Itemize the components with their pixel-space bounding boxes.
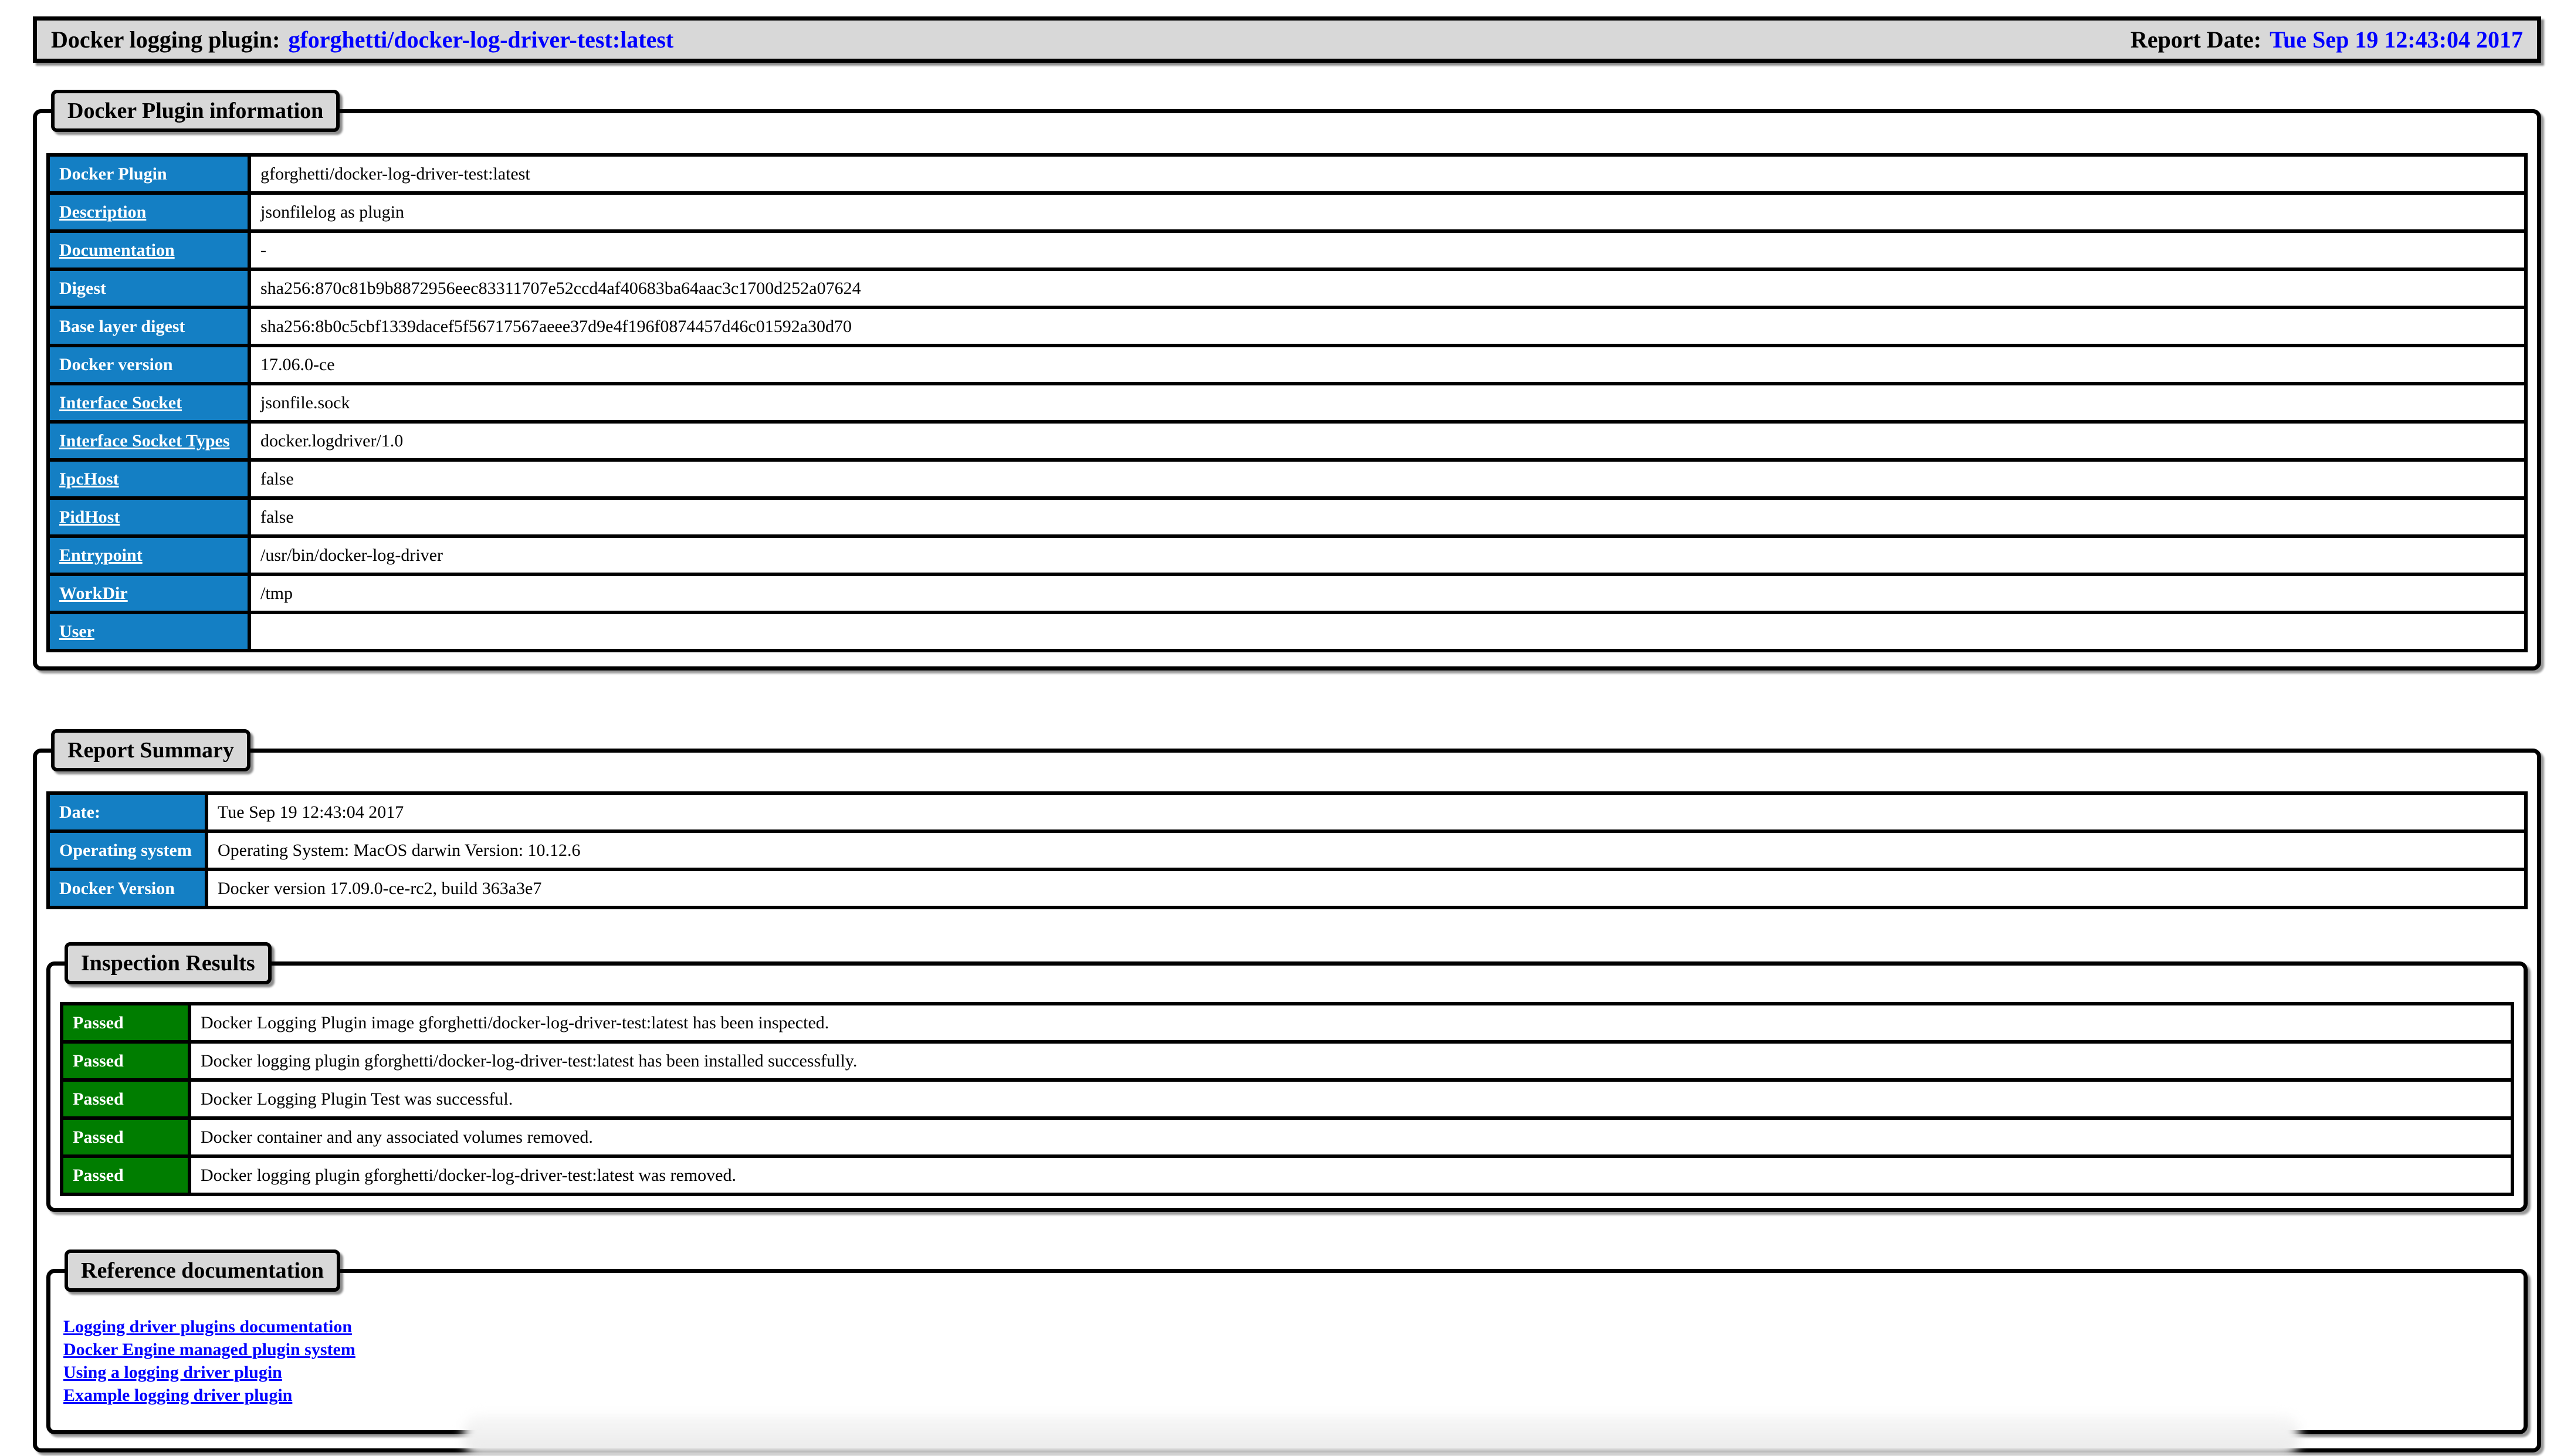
plugin-info-label[interactable]: Entrypoint	[59, 545, 143, 565]
plugin-info-value: sha256:8b0c5cbf1339dacef5f56717567aeee37d9e4f196f0874457d46c01592a30d70	[249, 307, 2526, 346]
inspection-results-legend: Inspection Results	[65, 942, 272, 984]
plugin-info-label-cell	[48, 231, 249, 269]
reference-links-list	[60, 1313, 2514, 1407]
inspection-result-row	[62, 1004, 2512, 1042]
plugin-info-row	[48, 574, 2526, 612]
header-title-label: Docker logging plugin:	[51, 26, 280, 53]
status-badge: Passed	[62, 1004, 189, 1042]
plugin-info-row	[48, 536, 2526, 574]
plugin-info-row	[48, 422, 2526, 460]
report-summary-legend: Report Summary	[51, 729, 250, 771]
reference-link[interactable]: Docker Engine managed plugin system	[63, 1340, 355, 1359]
report-summary-label: Docker Version	[59, 878, 175, 898]
plugin-info-value: /usr/bin/docker-log-driver	[249, 536, 2526, 574]
plugin-info-label-cell	[48, 384, 249, 422]
report-summary-row	[48, 793, 2526, 831]
inspection-result-row	[62, 1118, 2512, 1156]
report-summary-label-cell	[48, 793, 206, 831]
report-summary-fieldset	[33, 729, 2541, 1452]
inspection-result-row	[62, 1042, 2512, 1080]
report-summary-row	[48, 831, 2526, 869]
report-summary-value: Operating System: MacOS darwin Version: 10.12.6	[206, 831, 2526, 869]
plugin-info-label[interactable]: Interface Socket Types	[59, 431, 230, 451]
plugin-info-row	[48, 612, 2526, 651]
plugin-info-value: 17.06.0-ce	[249, 346, 2526, 384]
plugin-info-label: Docker version	[59, 354, 173, 374]
plugin-info-label-cell	[48, 269, 249, 307]
status-badge: Passed	[62, 1042, 189, 1080]
plugin-info-label: Docker Plugin	[59, 164, 167, 184]
plugin-info-row	[48, 155, 2526, 193]
plugin-info-row	[48, 231, 2526, 269]
report-summary-value: Tue Sep 19 12:43:04 2017	[206, 793, 2526, 831]
report-date-label: Report Date:	[2130, 26, 2262, 53]
header-title	[51, 26, 673, 53]
plugin-info-label-cell	[48, 346, 249, 384]
plugin-info-row	[48, 498, 2526, 536]
plugin-info-row	[48, 460, 2526, 498]
plugin-info-legend: Docker Plugin information	[51, 90, 340, 132]
plugin-info-label[interactable]: Documentation	[59, 240, 175, 260]
plugin-info-value: gforghetti/docker-log-driver-test:latest	[249, 155, 2526, 193]
inspection-result-message: Docker logging plugin gforghetti/docker-log-driver-test:latest has been installed successfully.	[189, 1042, 2512, 1080]
inspection-result-row	[62, 1080, 2512, 1118]
reference-documentation-legend: Reference documentation	[65, 1250, 340, 1292]
plugin-info-label-cell	[48, 422, 249, 460]
window-shadow	[463, 1415, 2299, 1456]
plugin-info-label[interactable]: PidHost	[59, 507, 120, 527]
reference-link[interactable]: Using a logging driver plugin	[63, 1363, 282, 1382]
plugin-info-label[interactable]: IpcHost	[59, 469, 119, 489]
plugin-info-label-cell	[48, 155, 249, 193]
plugin-info-value	[249, 612, 2526, 651]
header-report-date	[2131, 26, 2523, 53]
plugin-info-row	[48, 193, 2526, 231]
plugin-info-label[interactable]: User	[59, 621, 94, 641]
plugin-info-label-cell	[48, 460, 249, 498]
report-summary-row	[48, 869, 2526, 908]
report-summary-label: Operating system	[59, 840, 192, 860]
header-bar	[33, 16, 2541, 63]
plugin-info-row	[48, 346, 2526, 384]
report-summary-value: Docker version 17.09.0-ce-rc2, build 363a3e7	[206, 869, 2526, 908]
plugin-info-label: Base layer digest	[59, 316, 185, 336]
plugin-info-fieldset	[33, 90, 2541, 671]
plugin-info-label-cell	[48, 612, 249, 651]
plugin-info-value: /tmp	[249, 574, 2526, 612]
inspection-result-message: Docker container and any associated volumes removed.	[189, 1118, 2512, 1156]
plugin-info-label[interactable]: Interface Socket	[59, 392, 182, 412]
plugin-info-row	[48, 269, 2526, 307]
plugin-info-value: jsonfilelog as plugin	[249, 193, 2526, 231]
status-badge: Passed	[62, 1118, 189, 1156]
plugin-info-label[interactable]: Description	[59, 202, 147, 222]
status-badge: Passed	[62, 1156, 189, 1194]
inspection-result-row	[62, 1156, 2512, 1194]
plugin-info-value: -	[249, 231, 2526, 269]
inspection-result-message: Docker Logging Plugin Test was successful.	[189, 1080, 2512, 1118]
plugin-info-value: jsonfile.sock	[249, 384, 2526, 422]
plugin-info-label-cell	[48, 536, 249, 574]
reference-documentation-fieldset	[46, 1250, 2528, 1434]
plugin-info-label: Digest	[59, 278, 106, 298]
plugin-info-label-cell	[48, 307, 249, 346]
plugin-info-value: docker.logdriver/1.0	[249, 422, 2526, 460]
report-summary-label-cell	[48, 869, 206, 908]
report-summary-table	[46, 791, 2528, 909]
plugin-info-value: false	[249, 498, 2526, 536]
plugin-info-row	[48, 307, 2526, 346]
report-date-value: Tue Sep 19 12:43:04 2017	[2270, 26, 2523, 53]
inspection-result-message: Docker logging plugin gforghetti/docker-log-driver-test:latest was removed.	[189, 1156, 2512, 1194]
plugin-info-label-cell	[48, 498, 249, 536]
plugin-info-row	[48, 384, 2526, 422]
report-summary-label: Date:	[59, 802, 100, 822]
inspection-result-message: Docker Logging Plugin image gforghetti/docker-log-driver-test:latest has been inspected.	[189, 1004, 2512, 1042]
plugin-info-label-cell	[48, 574, 249, 612]
plugin-info-table	[46, 153, 2528, 652]
plugin-info-value: sha256:870c81b9b8872956eec83311707e52ccd4af40683ba64aac3c1700d252a07624	[249, 269, 2526, 307]
report-summary-label-cell	[48, 831, 206, 869]
inspection-results-fieldset	[46, 942, 2528, 1212]
plugin-info-label-cell	[48, 193, 249, 231]
status-badge: Passed	[62, 1080, 189, 1118]
plugin-info-label[interactable]: WorkDir	[59, 583, 128, 603]
reference-link[interactable]: Logging driver plugins documentation	[63, 1317, 353, 1336]
inspection-results-table	[60, 1002, 2514, 1196]
header-plugin-link[interactable]: gforghetti/docker-log-driver-test:latest	[288, 26, 674, 53]
reference-link[interactable]: Example logging driver plugin	[63, 1386, 293, 1405]
plugin-info-value: false	[249, 460, 2526, 498]
